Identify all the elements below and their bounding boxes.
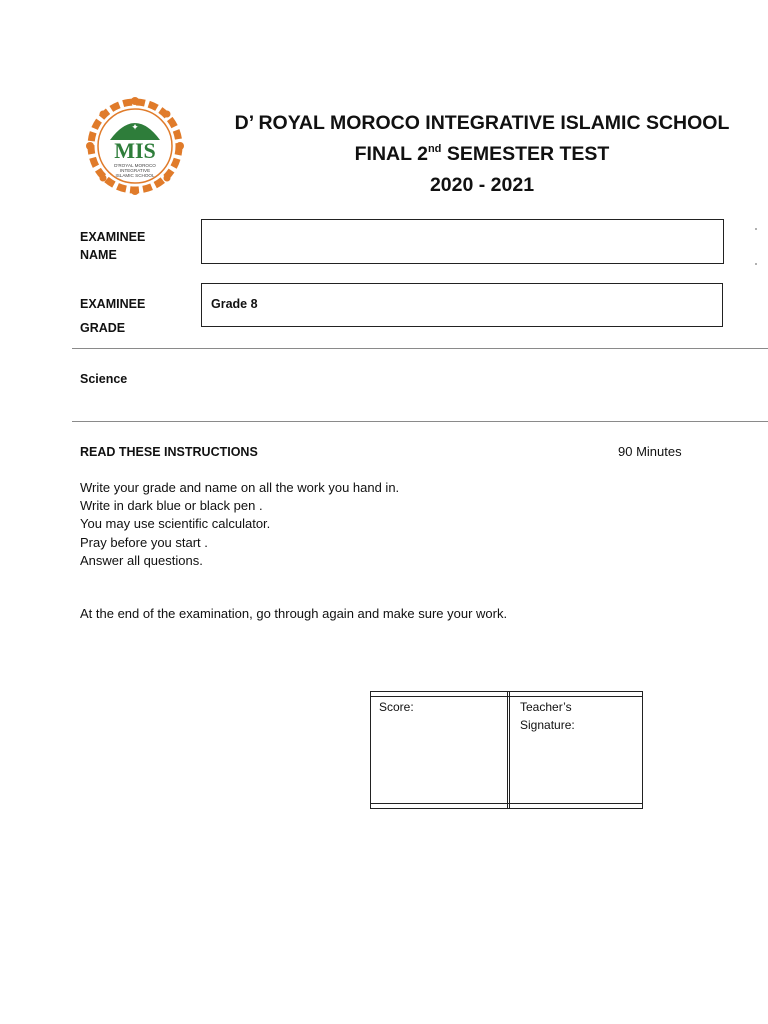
instructions-heading: READ THESE INSTRUCTIONS — [80, 445, 258, 459]
school-logo — [82, 96, 188, 196]
instructions-list — [80, 479, 399, 570]
instruction-item: You may use scientific calculator. — [80, 516, 271, 532]
svg-text:INTEGRATIVE: INTEGRATIVE — [119, 168, 151, 173]
svg-text:✦: ✦ — [131, 123, 139, 133]
examinee-grade-field[interactable]: Grade 8 — [201, 283, 723, 327]
document-header — [200, 108, 764, 201]
score-table — [370, 691, 643, 809]
margin-mark — [755, 228, 757, 230]
examinee-name-field[interactable] — [201, 219, 724, 264]
test-title: FINAL 2nd SEMESTER TEST — [354, 143, 610, 165]
subject: Science — [80, 372, 128, 386]
margin-mark — [755, 263, 757, 265]
divider — [72, 348, 768, 349]
table-column-divider — [507, 692, 510, 808]
teacher-signature-label: Teacher’s Signature: — [520, 700, 575, 732]
closing-instruction: At the end of the examination, go through again and make sure your work. — [80, 606, 508, 621]
school-name: D’ ROYAL MOROCO INTEGRATIVE ISLAMIC SCHOOL — [234, 112, 730, 134]
examinee-name-label: EXAMINEE NAME — [80, 230, 146, 262]
instruction-item: Pray before you start . — [80, 534, 208, 550]
logo-letters: MIS — [114, 138, 156, 163]
test-duration: 90 Minutes — [618, 444, 682, 459]
divider — [72, 421, 768, 422]
academic-year: 2020 - 2021 — [429, 174, 535, 196]
instruction-item: Answer all questions. — [80, 552, 203, 568]
instruction-item: Write in dark blue or black pen . — [80, 498, 263, 514]
svg-text:ISLAMIC SCHOOL: ISLAMIC SCHOOL — [115, 173, 155, 178]
score-label: Score: — [379, 700, 414, 714]
instruction-item: Write your grade and name on all the work you hand in. — [80, 480, 400, 495]
examinee-grade-label: EXAMINEE GRADE — [80, 297, 146, 335]
svg-text:D'ROYAL MOROCO: D'ROYAL MOROCO — [114, 163, 156, 168]
